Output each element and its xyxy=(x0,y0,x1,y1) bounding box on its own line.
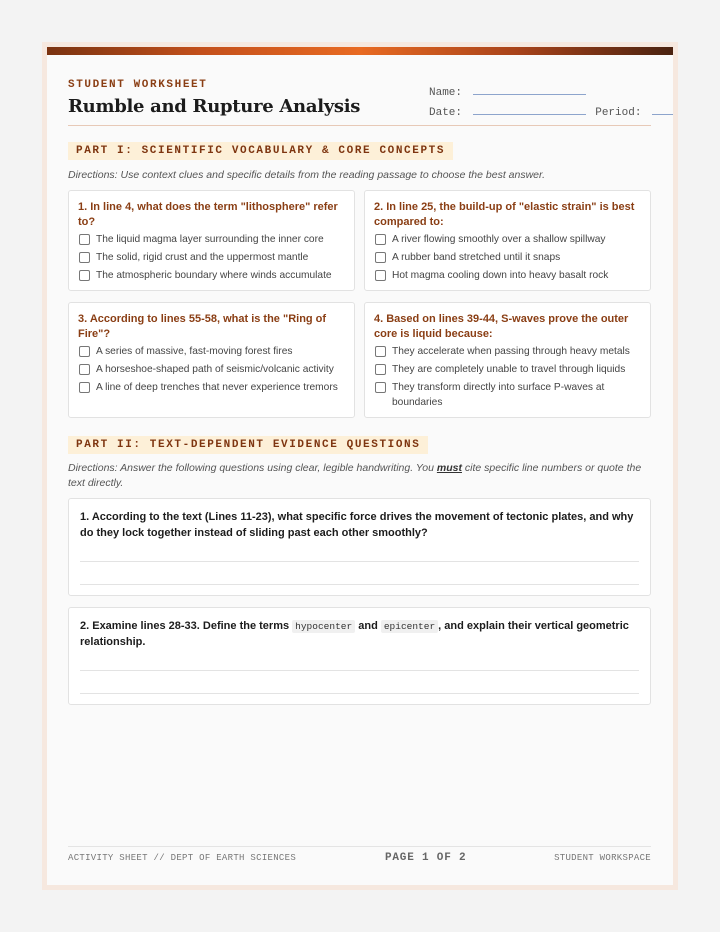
name-label: Name: xyxy=(429,87,463,99)
part-2-directions xyxy=(68,461,651,491)
option-row xyxy=(374,232,641,247)
answer-checkbox[interactable] xyxy=(375,346,386,357)
answer-checkbox[interactable] xyxy=(375,382,386,393)
directions-emphasis: must xyxy=(436,462,462,474)
worksheet-page xyxy=(47,47,673,885)
option-row xyxy=(78,250,345,265)
question-text: 3. According to lines 55-58, what is the "Ring of Fire"? xyxy=(78,313,327,340)
answer-checkbox[interactable] xyxy=(79,382,90,393)
part-1-directions: Directions: Use context clues and specific details from the reading passage to choose the best answer. xyxy=(68,169,546,181)
answer-checkbox[interactable] xyxy=(375,364,386,375)
option-label: They are completely unable to travel through liquids xyxy=(392,364,626,375)
question-text: 1. In line 4, what does the term "lithosphere" refer to? xyxy=(78,201,338,228)
question-text xyxy=(80,619,639,650)
question-text-part: 2. Examine lines 28-33. Define the terms xyxy=(80,620,293,632)
option-label: A line of deep trenches that never experience tremors xyxy=(96,382,338,393)
answer-checkbox[interactable] xyxy=(375,252,386,263)
footer-left: ACTIVITY SHEET // DEPT OF EARTH SCIENCES xyxy=(68,853,297,863)
answer-checkbox[interactable] xyxy=(375,234,386,245)
mc-question-1 xyxy=(68,190,355,291)
answer-checkbox[interactable] xyxy=(79,346,90,357)
option-row xyxy=(374,250,641,265)
page-number: PAGE 1 OF 2 xyxy=(385,852,467,864)
option-row xyxy=(374,344,641,359)
option-row xyxy=(374,362,641,377)
footer-divider xyxy=(68,846,651,847)
question-text: 1. According to the text (Lines 11-23), what specific force drives the movement of tectonic plates, and why do they lock together instead of sliding past each other smoothly? xyxy=(80,511,634,539)
option-row xyxy=(78,232,345,247)
period-field[interactable] xyxy=(652,105,673,115)
answer-line[interactable] xyxy=(80,670,639,671)
footer-right: STUDENT WORKSPACE xyxy=(554,853,651,863)
period-label: Period: xyxy=(595,107,642,119)
question-text-part: , and explain their vertical geometric relationship. xyxy=(80,620,629,648)
option-row xyxy=(374,268,641,283)
name-field[interactable] xyxy=(473,85,586,95)
option-label: A river flowing smoothly over a shallow spillway xyxy=(392,234,606,245)
answer-line[interactable] xyxy=(80,561,639,562)
answer-checkbox[interactable] xyxy=(79,234,90,245)
mc-question-2 xyxy=(364,190,651,291)
option-label: The atmospheric boundary where winds accumulate xyxy=(96,270,332,281)
option-label: The solid, rigid crust and the uppermost mantle xyxy=(96,252,309,263)
option-row xyxy=(78,380,345,395)
mc-question-3 xyxy=(68,302,355,418)
option-label: A series of massive, fast-moving forest fires xyxy=(96,346,293,357)
option-label: They accelerate when passing through heavy metals xyxy=(392,346,630,357)
option-label: Hot magma cooling down into heavy basalt rock xyxy=(392,270,609,281)
term-epicenter: epicenter xyxy=(381,620,438,633)
option-row xyxy=(374,380,641,410)
option-label: A rubber band stretched until it snaps xyxy=(392,252,561,263)
question-text-part: and xyxy=(355,620,381,632)
page-border xyxy=(42,42,678,890)
worksheet-eyebrow: STUDENT WORKSHEET xyxy=(68,79,208,91)
question-text: 4. Based on lines 39-44, S-waves prove the outer core is liquid because: xyxy=(374,313,629,340)
part-1-heading: PART I: SCIENTIFIC VOCABULARY & CORE CONCEPTS xyxy=(68,142,453,160)
option-label: A horseshoe-shaped path of seismic/volcanic activity xyxy=(96,364,334,375)
part-2-heading: PART II: TEXT-DEPENDENT EVIDENCE QUESTIONS xyxy=(68,436,428,454)
header-divider xyxy=(68,125,651,126)
term-hypocenter: hypocenter xyxy=(292,620,355,633)
answer-checkbox[interactable] xyxy=(375,270,386,281)
answer-line[interactable] xyxy=(80,584,639,585)
header-accent-bar xyxy=(47,47,673,55)
evidence-question-2 xyxy=(68,607,651,705)
directions-text: Directions: Answer the following questions using clear, legible handwriting. You xyxy=(68,462,437,474)
option-label: They transform directly into surface P-waves at boundaries xyxy=(392,382,605,408)
option-label: The liquid magma layer surrounding the inner core xyxy=(96,234,324,245)
date-field[interactable] xyxy=(473,105,586,115)
question-text: 2. In line 25, the build-up of "elastic strain" is best compared to: xyxy=(374,201,635,228)
mc-question-4 xyxy=(364,302,651,418)
option-row xyxy=(78,268,345,283)
date-label: Date: xyxy=(429,107,463,119)
answer-line[interactable] xyxy=(80,693,639,694)
directions-text: cite specific line numbers or quote the text directly. xyxy=(68,462,642,489)
option-row xyxy=(78,362,345,377)
option-row xyxy=(78,344,345,359)
answer-checkbox[interactable] xyxy=(79,252,90,263)
answer-checkbox[interactable] xyxy=(79,270,90,281)
evidence-question-1 xyxy=(68,498,651,596)
answer-checkbox[interactable] xyxy=(79,364,90,375)
page-title: Rumble and Rupture Analysis xyxy=(68,96,361,117)
